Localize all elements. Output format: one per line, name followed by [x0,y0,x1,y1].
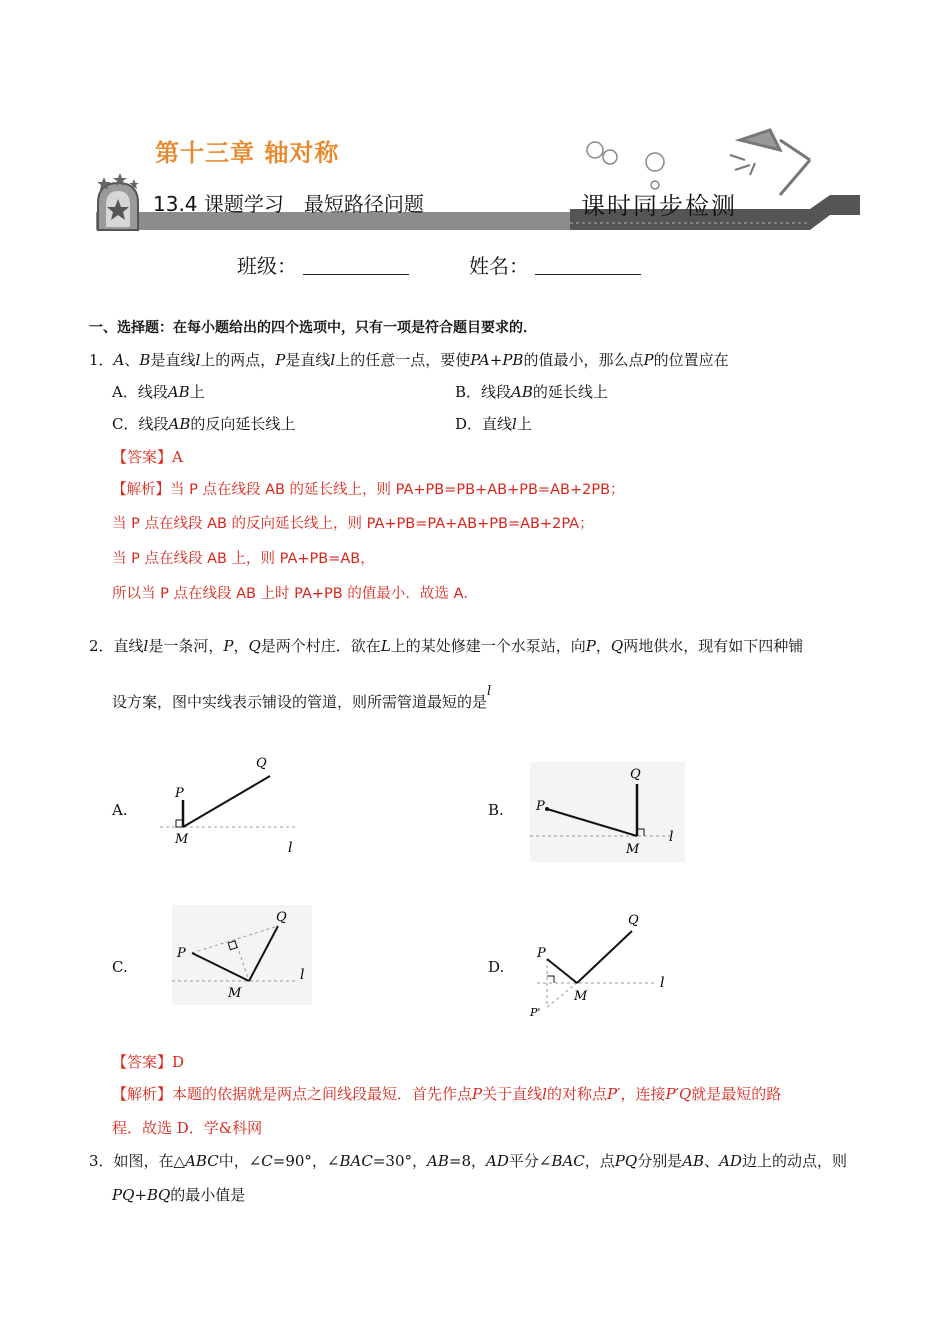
q2-stem-1: 2．直线l是一条河，P，Q是两个村庄．欲在L上的某处修建一个水泵站，向P，Q两地供水，现有如下四种铺 [89,637,804,655]
q2-option-a-label[interactable]: A. [112,801,128,819]
fig-d-label-p-prime: P' [530,1006,541,1019]
name-blank[interactable] [535,256,641,275]
q2-answer: 【答案】D [112,1053,185,1071]
fig-b-label-p: P [536,799,545,814]
q2-figure-c[interactable] [172,905,312,1005]
name-label: 姓名： [469,254,529,278]
q1-explanation-2: 当 P 点在线段 AB 的反向延长线上，则 PA+PB=PA+AB+PB=AB+2PA； [112,516,594,532]
q2-option-c-label[interactable]: C. [112,958,128,976]
q2-option-d-label[interactable]: D. [488,958,505,976]
fig-c-label-p: P [177,946,186,961]
q1-explanation-4: 所以当 P 点在线段 AB 上时 PA+PB 的值最小．故选 A． [112,586,478,602]
q2-stem-2: 设方案，图中实线表示铺设的管道，则所需管道最短的是l [112,684,492,711]
name-field [469,250,641,279]
class-blank[interactable] [303,256,409,275]
desk-lamp-icon [730,130,810,195]
q2-option-b-label[interactable]: B. [488,801,504,819]
fig-a-label-l: l [288,840,293,856]
q1-answer: 【答案】A [112,448,183,466]
q1-explanation-1: 【解析】当 P 点在线段 AB 的延长线上，则 PA+PB=PB+AB+PB=AB+2PB； [112,482,625,498]
fig-d-label-l: l [660,975,665,991]
fig-a-label-q: Q [256,756,267,771]
brand-title: 课时同步检测 [581,192,737,220]
q2-figure-b[interactable] [530,762,685,862]
q1-option-a[interactable]: A．线段AB上 [112,383,205,401]
section1-heading: 一、选择题：在每小题给出的四个选项中，只有一项是符合题目要求的． [89,320,537,336]
q2-figure-a[interactable] [155,748,305,858]
fig-b-label-q: Q [630,767,641,782]
q1-stem: 1．A、B是直线l上的两点，P是直线l上的任意一点，要使PA+PB的值最小，那么点P的位置应在 [89,351,729,369]
fig-c-label-l: l [300,967,305,983]
q1-option-c[interactable]: C．线段AB的反向延长线上 [112,415,296,433]
fig-c-label-m: M [228,986,242,1001]
chapter-title: 第十三章 轴对称 [155,139,340,167]
fig-c-label-q: Q [276,910,287,925]
fig-d-label-p: P [537,946,546,961]
star-emblem-icon [97,173,139,230]
fig-b-label-l: l [669,829,674,845]
q3-stem-1: 3．如图，在△ABC中，∠C=90°，∠BAC=30°，AB=8，AD平分∠BAC，点PQ分别是AB、AD边上的动点，则 [89,1152,847,1170]
fig-d-label-m: M [574,989,588,1004]
fig-d-label-q: Q [628,913,639,928]
fig-b-label-m: M [626,842,640,857]
section-title: 13.4 课题学习 最短路径问题 [153,192,424,216]
fig-a-label-m: M [175,832,189,847]
fig-a-label-p: P [175,786,184,801]
q2-explanation-1: 【解析】本题的依据就是两点之间线段最短．首先作点P关于直线l的对称点P′，连接P′Q就是最短的路 [112,1085,782,1103]
q3-stem-2: PQ+BQ的最小值是 [112,1186,246,1204]
q2-explanation-2: 程．故选 D．学&科网 [112,1119,263,1137]
q1-option-d[interactable]: D．直线l上 [455,415,532,433]
q1-option-b[interactable]: B．线段AB的延长线上 [455,383,608,401]
q2-figure-d[interactable] [527,905,677,1025]
class-label: 班级： [237,254,297,278]
q1-explanation-3: 当 P 点在线段 AB 上，则 PA+PB=AB， [112,551,375,567]
class-field [237,250,409,279]
